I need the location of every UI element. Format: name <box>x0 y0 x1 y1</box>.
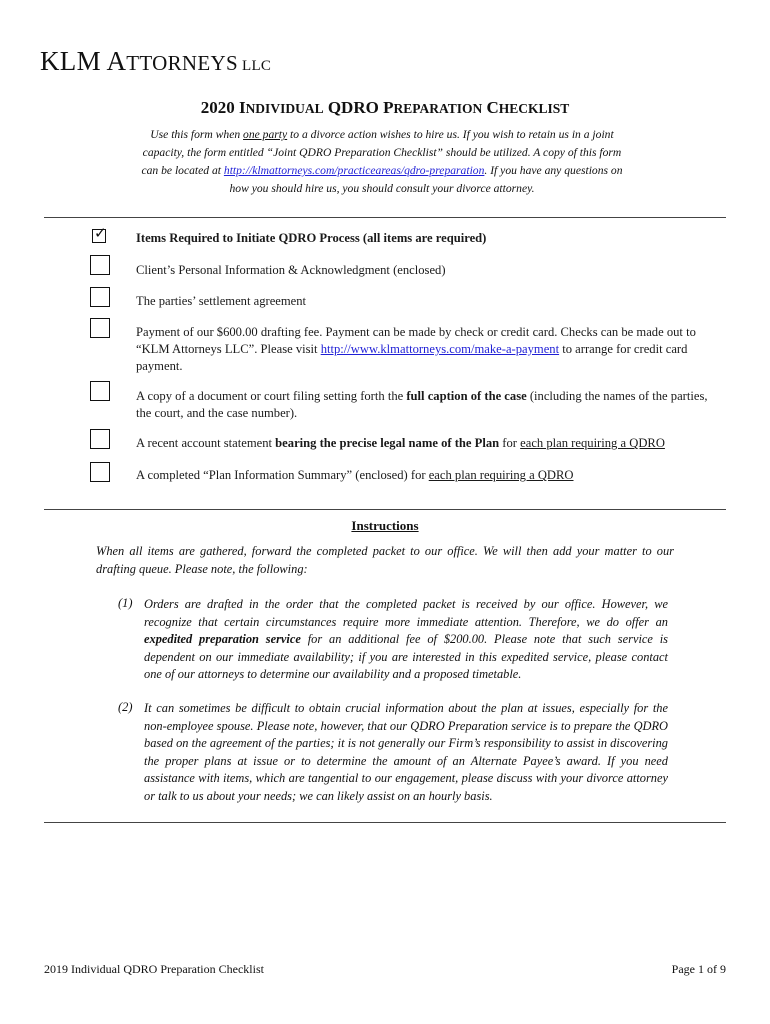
checkbox-item-5[interactable] <box>90 429 110 449</box>
make-payment-link[interactable]: http://www.klmattorneys.com/make-a-payment <box>320 342 560 356</box>
checkbox-item-2[interactable] <box>90 287 110 307</box>
divider-bottom <box>44 822 726 823</box>
practice-area-link[interactable]: http://klmattorneys.com/practiceareas/qdro-preparation <box>223 164 485 177</box>
checkbox-item-3[interactable] <box>90 318 110 338</box>
checklist-item-6: A completed “Plan Information Summary” (enclosed) for each plan requiring a QDRO <box>136 468 574 482</box>
divider-top <box>44 217 726 218</box>
checkbox-item-4[interactable] <box>90 381 110 401</box>
checkbox-item-6[interactable] <box>90 462 110 482</box>
instruction-paragraph-2: It can sometimes be difficult to obtain crucial information about the plan at issues, especially for the non-employee spouse. Please note, however, that our QDRO Preparation service is to prepare the QDRO based on the agreement of the parties; it is not generally our Firm’s responsibility to assist in discovering the proper plans at issue or to determine the amount of an Alternate Payee’s award. If you need assistance with items, which are tangential to our engagement, please discuss with your divorce attorney or talk to us about your needs; we can likely assist on an hourly basis. <box>144 701 668 803</box>
instruction-paragraph-1: Orders are drafted in the order that the completed packet is received by our office. However, we recognize that certain circumstances require more immediate attention. Therefore, we do offer an expedited preparation service for an additional fee of $200.00. Please note that such service is dependent on our immediate availability; if you are interested in this expedited service, please contact one of our attorneys to determine our availability and a proposed timetable. <box>144 597 669 681</box>
instructions-heading: Instructions <box>351 518 419 533</box>
instruction-number-1: (1) <box>118 596 133 610</box>
divider-middle <box>44 509 726 510</box>
checklist-item-5: A recent account statement bearing the precise legal name of the Plan for each plan requiring a QDRO <box>136 436 665 450</box>
checkbox-item-1[interactable] <box>90 255 110 275</box>
firm-name: KLM ATTORNEYS LLC <box>40 46 272 76</box>
document-title: 2020 INDIVIDUAL QDRO PREPARATION CHECKLIST <box>200 98 570 117</box>
checklist-item-4: A copy of a document or court filing setting forth the full caption of the case (including the names of the parties, the court, and the case number). <box>136 389 708 420</box>
intro-paragraph: Use this form when one party to a divorce action wishes to hire us. If you wish to retain us in a joint capacity, the form entitled “Joint QDRO Preparation Checklist” should be utilized. A copy of this form can be located at http://klmattorneys.com/practiceareas/qdro-preparation. If you have any questions on how you should hire us, you should consult your divorce attorney. <box>141 128 623 195</box>
footer-document-name: 2019 Individual QDRO Preparation Checklist <box>44 962 264 976</box>
checklist-item-1: Client’s Personal Information & Acknowledgment (enclosed) <box>136 263 446 277</box>
check-icon: ✓ <box>94 224 107 242</box>
checklist-item-3: Payment of our $600.00 drafting fee. Payment can be made by check or credit card. Checks can be made out to “KLM Attorneys LLC”. Please visit http://www.klmattorneys.com/make-a-payment to arrange for credit card payment. <box>136 325 696 373</box>
instruction-number-2: (2) <box>118 700 133 714</box>
checklist-item-2: The parties’ settlement agreement <box>136 294 307 308</box>
header-checkbox[interactable] <box>92 224 107 243</box>
checklist-header-label: Items Required to Initiate QDRO Process (all items are required) <box>136 231 487 245</box>
instructions-intro: When all items are gathered, forward the completed packet to our office. We will then add your matter to our drafting queue. Please note, the following: <box>96 544 674 576</box>
footer-page-number: Page 1 of 9 <box>671 962 726 976</box>
